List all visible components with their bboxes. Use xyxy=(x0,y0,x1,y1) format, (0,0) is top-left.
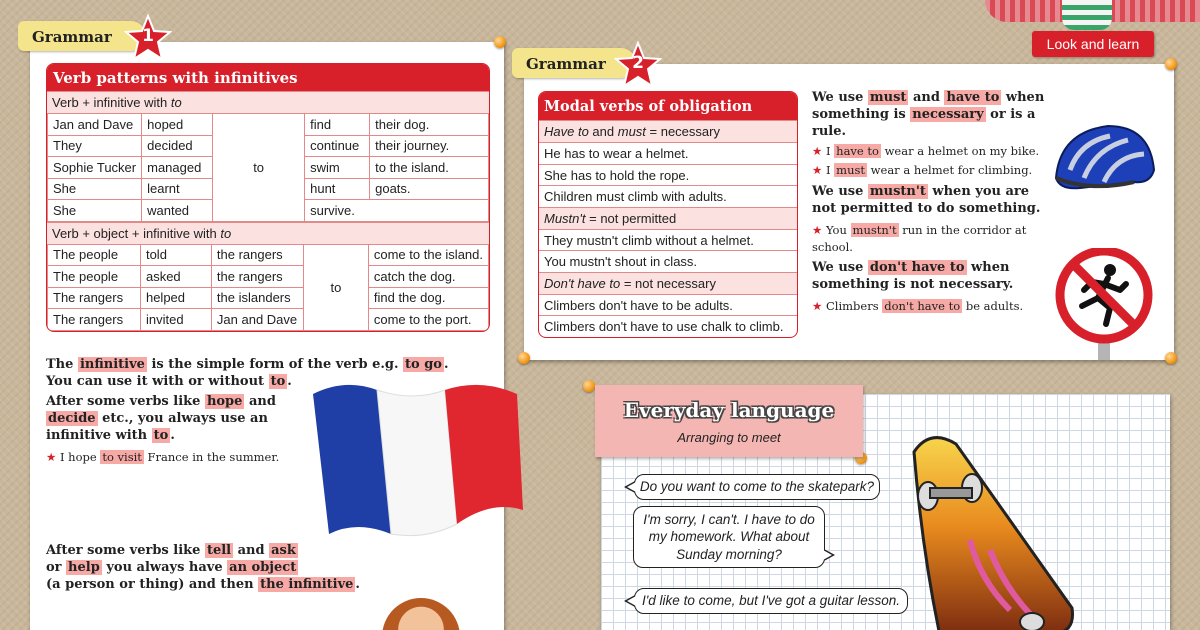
look-and-learn-banner xyxy=(1032,31,1154,57)
cell: She xyxy=(48,178,142,200)
cell: goats. xyxy=(370,178,489,200)
helmet-image xyxy=(1050,118,1160,196)
cell: Jan and Dave xyxy=(48,114,142,136)
table-row xyxy=(48,309,489,331)
speech-bubble xyxy=(634,588,908,614)
grammar2-tag-label: Grammar xyxy=(526,55,606,73)
cell: They xyxy=(48,135,142,157)
speech-bubble-text: Do you want to come to the skatepark? xyxy=(639,479,875,495)
cell: come to the island. xyxy=(368,244,488,266)
cell: continue xyxy=(305,135,370,157)
cell: managed xyxy=(142,157,213,179)
cell: the rangers xyxy=(211,244,303,266)
cell: their journey. xyxy=(370,135,489,157)
cell: the islanders xyxy=(211,287,303,309)
verb-patterns-table xyxy=(46,63,490,332)
verbs-explanation: After some verbs like hope and decide etc., you always use an infinitive with to . xyxy=(46,394,276,443)
table-row xyxy=(48,266,489,288)
example-sentence: ★ I hope to visit France in the summer. xyxy=(46,450,280,464)
section-header: Have to and must = necessary xyxy=(539,120,797,142)
list-item: Children must climb with adults. xyxy=(539,185,797,207)
infinitive-explanation: The infinitive is the simple form of the verb e.g. to go . You can use it with or without to . xyxy=(46,357,449,389)
star-icon xyxy=(614,41,662,89)
pin-icon xyxy=(583,380,595,392)
section-header xyxy=(47,222,489,244)
table-row xyxy=(48,114,489,136)
no-running-sign-icon xyxy=(1052,248,1156,360)
infinitive-table xyxy=(47,113,489,222)
cell: come to the port. xyxy=(368,309,488,331)
cell: their dog. xyxy=(370,114,489,136)
cell: learnt xyxy=(142,178,213,200)
cell: hunt xyxy=(305,178,370,200)
section-header-text: Verb + object + infinitive with xyxy=(52,225,221,241)
speech-bubble xyxy=(634,474,880,500)
cell-to: to xyxy=(303,244,368,330)
table-title-text: Modal verbs of obligation xyxy=(544,98,753,115)
pin-icon xyxy=(1165,58,1177,70)
cell: the rangers xyxy=(211,266,303,288)
cell: Jan and Dave xyxy=(211,309,303,331)
star-bullet-icon: ★ xyxy=(46,450,57,464)
star-bullet-icon: ★ xyxy=(812,144,823,158)
look-and-learn-label: Look and learn xyxy=(1046,36,1140,52)
star-bullet-icon: ★ xyxy=(812,223,823,237)
speech-bubble-text: I'd like to come, but I've got a guitar lesson. xyxy=(641,593,901,609)
cell: told xyxy=(140,244,211,266)
list-item: He has to wear a helmet. xyxy=(539,142,797,164)
section-header: Mustn't = not permitted xyxy=(539,207,797,229)
cell: The rangers xyxy=(48,309,141,331)
cell: The people xyxy=(48,244,141,266)
pin-icon xyxy=(1165,352,1177,364)
cell: find the dog. xyxy=(368,287,488,309)
cell: swim xyxy=(305,157,370,179)
object-explanation: After some verbs like tell and ask or help you always have an object (a person or thing) and then the infinitive . xyxy=(46,543,360,592)
cell: The rangers xyxy=(48,287,141,309)
mustnt-note: We use mustn't when you are not permitted to do something. ★ You mustn't run in the corridor at school. xyxy=(812,184,1041,254)
cell: find xyxy=(305,114,370,136)
list-item: Climbers don't have to use chalk to climb. xyxy=(539,315,797,337)
table-row xyxy=(48,244,489,266)
dont-have-to-note: We use don't have to when something is not necessary. ★ Climbers don't have to be adults. xyxy=(812,260,1024,313)
french-flag-image xyxy=(305,376,525,544)
section-header-emphasis: to xyxy=(170,95,182,110)
grammar1-tag-label: Grammar xyxy=(32,28,112,46)
everyday-language-card xyxy=(595,385,863,457)
cell: asked xyxy=(140,266,211,288)
speech-bubble xyxy=(633,506,825,568)
star-bullet-icon: ★ xyxy=(812,299,823,313)
must-note: We use must and have to when something is necessary or is a rule. ★ I have to wear a helmet on my bike. ★ I must wear a helmet for climbing. xyxy=(812,90,1045,177)
table-row xyxy=(48,287,489,309)
table-title-text: Verb patterns with infinitives xyxy=(53,69,298,87)
table-title xyxy=(47,64,489,91)
grammar1-number: 1 xyxy=(142,26,154,46)
list-item: You mustn't shout in class. xyxy=(539,250,797,272)
object-infinitive-table xyxy=(47,244,489,331)
cell: to the island. xyxy=(370,157,489,179)
section-header-emphasis: to xyxy=(220,225,232,241)
section-header-text: Verb + infinitive with xyxy=(52,95,171,110)
cell: The people xyxy=(48,266,141,288)
cell: catch the dog. xyxy=(368,266,488,288)
pin-icon xyxy=(494,36,506,48)
child-illustration xyxy=(1062,0,1112,30)
table-title xyxy=(539,92,797,120)
cell: survive. xyxy=(305,200,489,222)
skateboard-image xyxy=(900,430,1090,630)
cell: hoped xyxy=(142,114,213,136)
star-bullet-icon: ★ xyxy=(812,163,823,177)
star-icon xyxy=(124,14,172,62)
pin-icon xyxy=(518,352,530,364)
grammar2-number: 2 xyxy=(632,53,644,73)
everyday-language-title: Everyday language xyxy=(623,398,835,422)
cell: decided xyxy=(142,135,213,157)
list-item: They mustn't climb without a helmet. xyxy=(539,229,797,251)
list-item: Climbers don't have to be adults. xyxy=(539,294,797,316)
cell: invited xyxy=(140,309,211,331)
speech-bubble-text: I'm sorry, I can't. I have to do my homework. What about Sunday morning? xyxy=(643,511,815,562)
everyday-language-subtitle: Arranging to meet xyxy=(677,430,781,445)
section-header: Don't have to = not necessary xyxy=(539,272,797,294)
cell: wanted xyxy=(142,200,213,222)
cell: She xyxy=(48,200,142,222)
cell-to: to xyxy=(213,114,305,222)
list-item: She has to hold the rope. xyxy=(539,164,797,186)
cell: Sophie Tucker xyxy=(48,157,142,179)
modal-verbs-table xyxy=(538,91,798,338)
cell: helped xyxy=(140,287,211,309)
section-header xyxy=(47,91,489,113)
